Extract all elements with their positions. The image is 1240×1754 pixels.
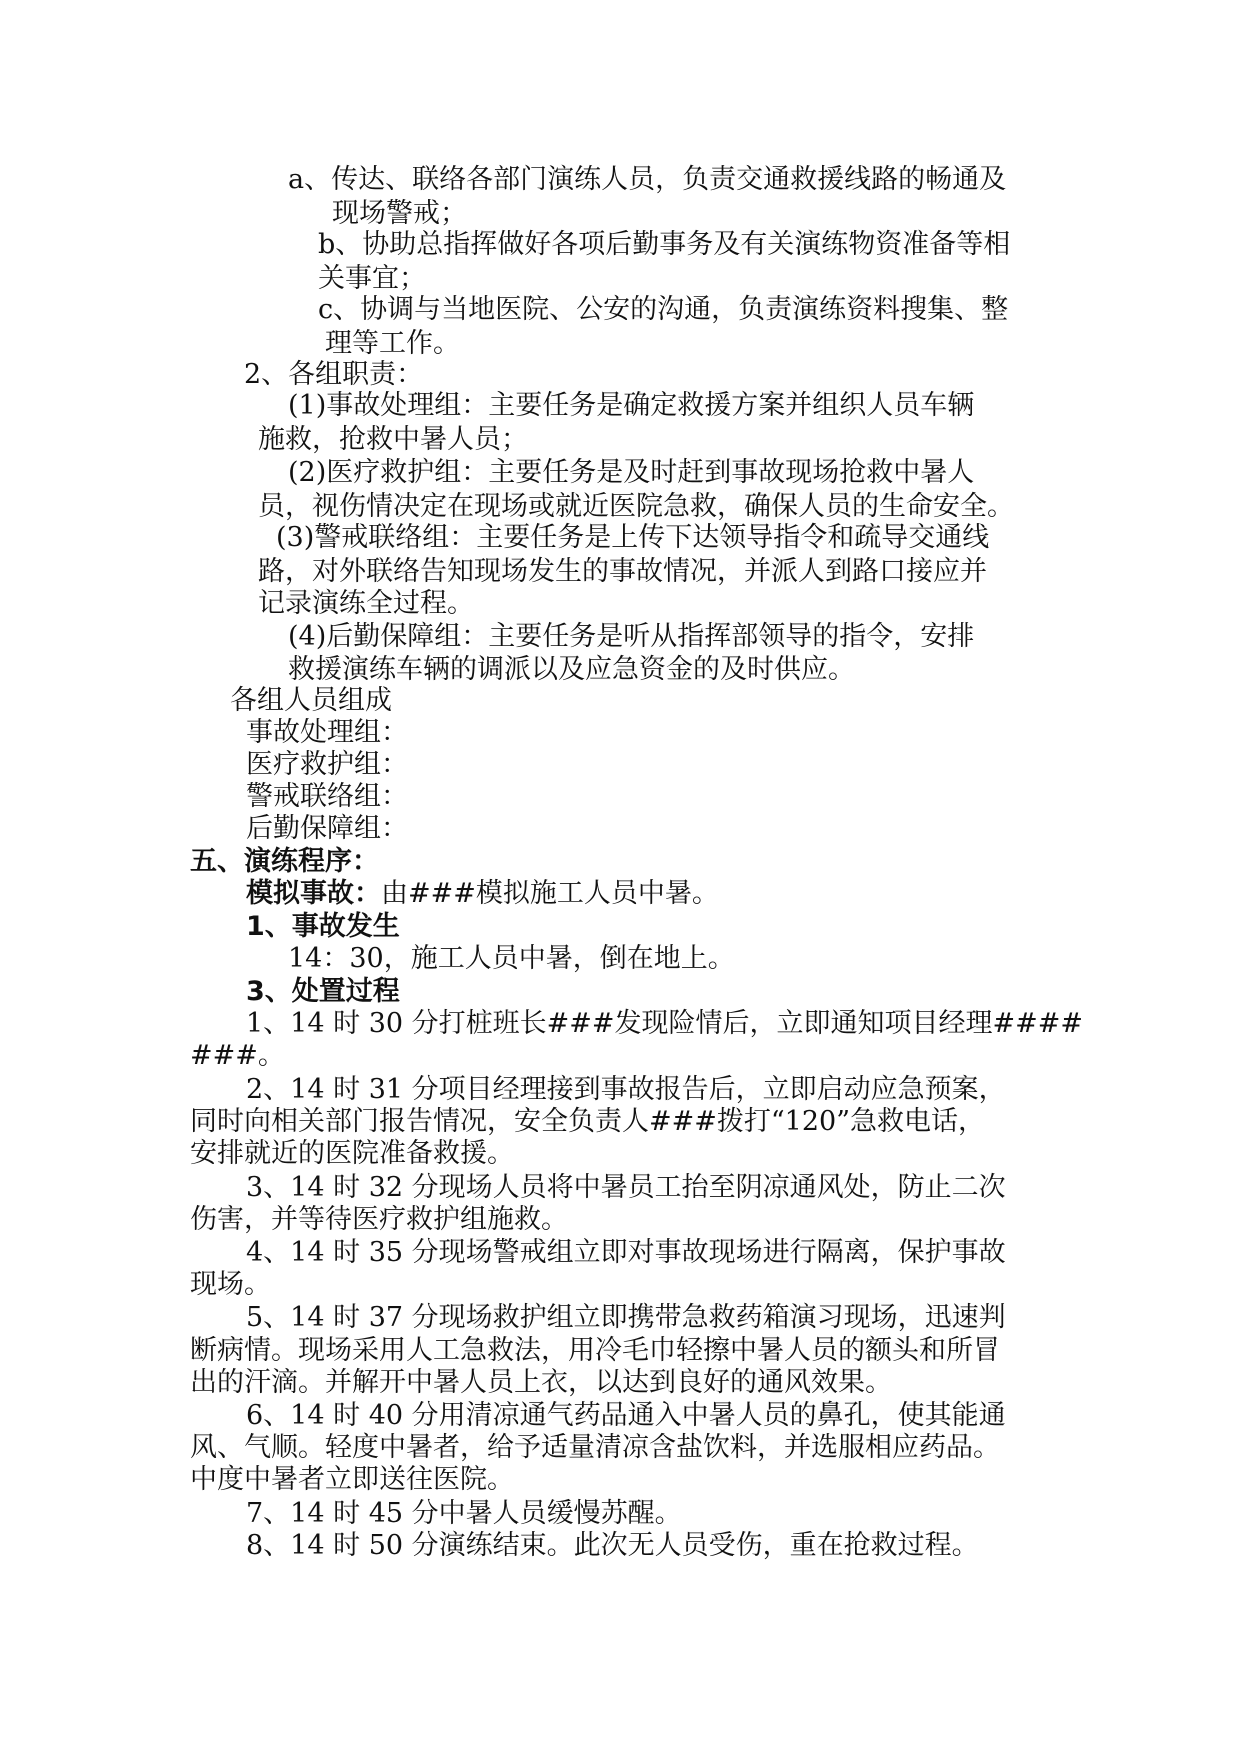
process-3-line-1: 3、14 时 32 分现场人员将中暑员工抬至阴凉通风处，防止二次	[246, 1172, 1006, 1203]
process-8-line-1: 8、14 时 50 分演练结束。此次无人员受伤，重在抢救过程。	[246, 1530, 979, 1561]
step-1-title: 1、事故发生	[246, 911, 400, 942]
process-1-line-1: 1、14 时 30 分打桩班长###发现险情后，立即通知项目经理####	[246, 1008, 1083, 1039]
simulated-accident-label: 模拟事故：	[246, 878, 381, 909]
member-group-2: 医疗救护组：	[246, 749, 408, 780]
process-4-line-1: 4、14 时 35 分现场警戒组立即对事故现场进行隔离，保护事故	[246, 1237, 1006, 1268]
member-group-4: 后勤保障组：	[246, 813, 408, 844]
process-1-line-2: ###。	[190, 1040, 285, 1071]
duty-b-line-2: 关事宜；	[318, 263, 426, 294]
process-2-line-1: 2、14 时 31 分项目经理接到事故报告后，立即启动应急预案，	[246, 1074, 1006, 1105]
section-5-title: 五、演练程序：	[190, 846, 379, 877]
process-5-line-2: 断病情。现场采用人工急救法，用冷毛巾轻擦中暑人员的额头和所冒	[190, 1335, 1000, 1366]
process-2-line-3: 安排就近的医院准备救援。	[190, 1138, 514, 1169]
duty-c-line-1: c、协调与当地医院、公安的沟通，负责演练资料搜集、整	[318, 294, 1009, 325]
group-3-line-1: (3)警戒联络组：主要任务是上传下达领导指令和疏导交通线	[276, 522, 990, 553]
duty-c-line-2: 理等工作。	[325, 328, 460, 359]
group-3-line-2: 路，对外联络告知现场发生的事故情况，并派人到路口接应并	[258, 556, 987, 587]
group-3-line-3: 记录演练全过程。	[258, 588, 474, 619]
process-5-line-1: 5、14 时 37 分现场救护组立即携带急救药箱演习现场，迅速判	[246, 1302, 1006, 1333]
process-6-line-2: 风、气顺。轻度中暑者，给予适量清凉含盐饮料，并选服相应药品。	[190, 1432, 1000, 1463]
duty-a-line-2: 现场警戒；	[332, 198, 467, 229]
step-1-text: 14：30，施工人员中暑，倒在地上。	[288, 943, 735, 974]
process-7-line-1: 7、14 时 45 分中暑人员缓慢苏醒。	[246, 1498, 682, 1529]
duty-b-line-1: b、协助总指挥做好各项后勤事务及有关演练物资准备等相	[318, 229, 1011, 260]
group-4-line-1: (4)后勤保障组：主要任务是听从指挥部领导的指令，安排	[288, 621, 975, 652]
member-group-1: 事故处理组：	[246, 717, 408, 748]
group-2-line-1: (2)医疗救护组：主要任务是及时赶到事故现场抢救中暑人	[288, 457, 975, 488]
step-3-title: 3、处置过程	[246, 976, 400, 1007]
process-3-line-2: 伤害，并等待医疗救护组施救。	[190, 1204, 568, 1235]
group-4-line-2: 救援演练车辆的调派以及应急资金的及时供应。	[288, 654, 855, 685]
group-1-line-2: 施救，抢救中暑人员；	[258, 424, 528, 455]
member-group-3: 警戒联络组：	[246, 781, 408, 812]
process-6-line-3: 中度中暑者立即送往医院。	[190, 1464, 514, 1495]
members-title: 各组人员组成	[230, 685, 392, 716]
process-4-line-2: 现场。	[190, 1269, 271, 1300]
process-6-line-1: 6、14 时 40 分用清凉通气药品通入中暑人员的鼻孔，使其能通	[246, 1400, 1006, 1431]
group-2-line-2: 员，视伤情决定在现场或就近医院急救，确保人员的生命安全。	[258, 491, 1014, 522]
group-1-line-1: (1)事故处理组：主要任务是确定救援方案并组织人员车辆	[288, 390, 975, 421]
process-2-line-2: 同时向相关部门报告情况，安全负责人###拨打“120”急救电话，	[190, 1106, 986, 1137]
section-2-title: 2、各组职责：	[244, 359, 424, 390]
simulated-accident-text: 由###模拟施工人员中暑。	[381, 878, 719, 909]
simulated-accident	[246, 877, 719, 911]
duty-a-line-1: a、传达、联络各部门演练人员，负责交通救援线路的畅通及	[288, 164, 1007, 195]
process-5-line-3: 出的汗滴。并解开中暑人员上衣，以达到良好的通风效果。	[190, 1367, 892, 1398]
